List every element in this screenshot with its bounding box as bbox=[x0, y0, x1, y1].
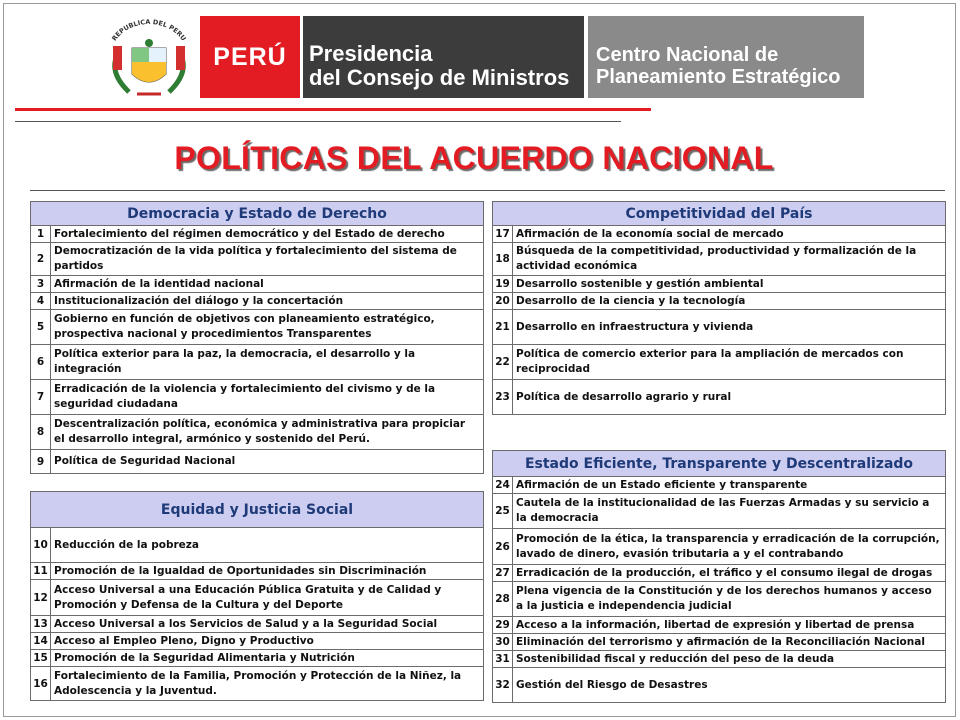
policy-text: Política de comercio exterior para la ampliación de mercados con reciprocidad bbox=[513, 345, 946, 380]
policy-text: Búsqueda de la competitividad, productividad y formalización de la actividad económica bbox=[513, 243, 946, 276]
svg-text:REPUBLICA DEL PERU bbox=[110, 18, 187, 42]
thin-divider bbox=[15, 121, 621, 122]
row-number: 17 bbox=[493, 226, 513, 243]
policy-text: Promoción de la Igualdad de Oportunidades sin Discriminación bbox=[51, 563, 484, 580]
policy-text: Reducción de la pobreza bbox=[51, 528, 484, 563]
presidencia-line-2: del Consejo de Ministros bbox=[309, 65, 570, 90]
policy-text: Democratización de la vida política y fortalecimiento del sistema de partidos bbox=[51, 243, 484, 276]
table-equidad bbox=[30, 491, 484, 701]
row-number: 15 bbox=[31, 650, 51, 667]
section-title-competitividad: Competitividad del País bbox=[493, 202, 946, 226]
policy-text: Acceso Universal a los Servicios de Salud y a la Seguridad Social bbox=[51, 616, 484, 633]
policy-text: Desarrollo sostenible y gestión ambiental bbox=[513, 276, 946, 293]
policy-text: Sostenibilidad fiscal y reducción del peso de la deuda bbox=[513, 651, 946, 668]
ceplan-line-2: Planeamiento Estratégico bbox=[596, 66, 841, 88]
section-title-democracia: Democracia y Estado de Derecho bbox=[31, 202, 484, 226]
row-number: 23 bbox=[493, 380, 513, 415]
row-number: 16 bbox=[31, 667, 51, 701]
policy-text: Gobierno en función de objetivos con planeamiento estratégico, prospectiva nacional y procedimientos Transparentes bbox=[51, 310, 484, 345]
policy-text: Fortalecimiento de la Familia, Promoción y Protección de la Niñez, la Adolescencia y la Juventud. bbox=[51, 667, 484, 701]
row-number: 26 bbox=[493, 529, 513, 565]
page-title: POLÍTICAS DEL ACUERDO NACIONAL bbox=[174, 140, 774, 176]
policy-text: Acceso al Empleo Pleno, Digno y Productivo bbox=[51, 633, 484, 650]
policy-text: Afirmación de la economía social de mercado bbox=[513, 226, 946, 243]
policy-text: Erradicación de la violencia y fortalecimiento del civismo y de la seguridad ciudadana bbox=[51, 380, 484, 415]
row-number: 10 bbox=[31, 528, 51, 563]
policy-text: Plena vigencia de la Constitución y de los derechos humanos y acceso a la justicia e independencia judicial bbox=[513, 582, 946, 617]
row-number: 32 bbox=[493, 668, 513, 703]
row-number: 19 bbox=[493, 276, 513, 293]
row-number: 8 bbox=[31, 415, 51, 450]
brand-peru-block bbox=[200, 16, 300, 98]
row-number: 2 bbox=[31, 243, 51, 276]
policy-text: Institucionalización del diálogo y la concertación bbox=[51, 293, 484, 310]
red-divider bbox=[15, 108, 651, 111]
row-number: 11 bbox=[31, 563, 51, 580]
policy-text: Política de desarrollo agrario y rural bbox=[513, 380, 946, 415]
row-number: 27 bbox=[493, 565, 513, 582]
row-number: 4 bbox=[31, 293, 51, 310]
table-estado bbox=[492, 450, 946, 703]
policy-text: Cautela de la institucionalidad de las Fuerzas Armadas y su servicio a la democracia bbox=[513, 494, 946, 529]
policy-text: Promoción de la ética, la transparencia y erradicación de la corrupción, lavado de dinero, evasión tributaria a y el contrabando bbox=[513, 529, 946, 565]
row-number: 3 bbox=[31, 276, 51, 293]
policy-text: Descentralización política, económica y administrativa para propiciar el desarrollo integral, armónico y sostenido del Perú. bbox=[51, 415, 484, 450]
policy-text: Afirmación de la identidad nacional bbox=[51, 276, 484, 293]
slide-frame bbox=[3, 3, 956, 717]
table-democracia bbox=[30, 201, 484, 474]
policy-text: Política exterior para la paz, la democracia, el desarrollo y la integración bbox=[51, 345, 484, 380]
policy-text: Fortalecimiento del régimen democrático y del Estado de derecho bbox=[51, 226, 484, 243]
brand-ceplan-block bbox=[588, 16, 864, 98]
ceplan-line-1: Centro Nacional de bbox=[596, 44, 779, 66]
row-number: 7 bbox=[31, 380, 51, 415]
row-number: 6 bbox=[31, 345, 51, 380]
row-number: 9 bbox=[31, 450, 51, 474]
row-number: 30 bbox=[493, 634, 513, 651]
shield-caption: REPUBLICA DEL PERU bbox=[110, 17, 188, 43]
brand-presidencia-block bbox=[303, 16, 584, 98]
policy-text: Eliminación del terrorismo y afirmación de la Reconciliación Nacional bbox=[513, 634, 946, 651]
row-number: 14 bbox=[31, 633, 51, 650]
row-number: 13 bbox=[31, 616, 51, 633]
policy-text: Desarrollo de la ciencia y la tecnología bbox=[513, 293, 946, 310]
row-number: 29 bbox=[493, 617, 513, 634]
section-title-equidad: Equidad y Justicia Social bbox=[31, 492, 484, 528]
policy-text: Erradicación de la producción, el tráfico y el consumo ilegal de drogas bbox=[513, 565, 946, 582]
policy-text: Gestión del Riesgo de Desastres bbox=[513, 668, 946, 703]
row-number: 1 bbox=[31, 226, 51, 243]
presidencia-line-1: Presidencia bbox=[309, 41, 433, 66]
row-number: 18 bbox=[493, 243, 513, 276]
row-number: 25 bbox=[493, 494, 513, 529]
row-number: 20 bbox=[493, 293, 513, 310]
policy-text: Desarrollo en infraestructura y vivienda bbox=[513, 310, 946, 345]
title-divider bbox=[30, 190, 945, 191]
policy-text: Afirmación de un Estado eficiente y transparente bbox=[513, 477, 946, 494]
brand-peru-label: PERÚ bbox=[213, 42, 287, 71]
policy-text: Acceso a la información, libertad de expresión y libertad de prensa bbox=[513, 617, 946, 634]
row-number: 12 bbox=[31, 580, 51, 616]
policy-text: Promoción de la Seguridad Alimentaria y Nutrición bbox=[51, 650, 484, 667]
policy-text: Política de Seguridad Nacional bbox=[51, 450, 484, 474]
table-competitividad bbox=[492, 201, 946, 415]
row-number: 21 bbox=[493, 310, 513, 345]
row-number: 28 bbox=[493, 582, 513, 617]
row-number: 5 bbox=[31, 310, 51, 345]
coat-of-arms-logo bbox=[99, 16, 199, 101]
row-number: 31 bbox=[493, 651, 513, 668]
row-number: 22 bbox=[493, 345, 513, 380]
row-number: 24 bbox=[493, 477, 513, 494]
section-title-estado: Estado Eficiente, Transparente y Descentralizado bbox=[493, 451, 946, 477]
policy-text: Acceso Universal a una Educación Pública Gratuita y de Calidad y Promoción y Defensa de la Cultura y del Deporte bbox=[51, 580, 484, 616]
